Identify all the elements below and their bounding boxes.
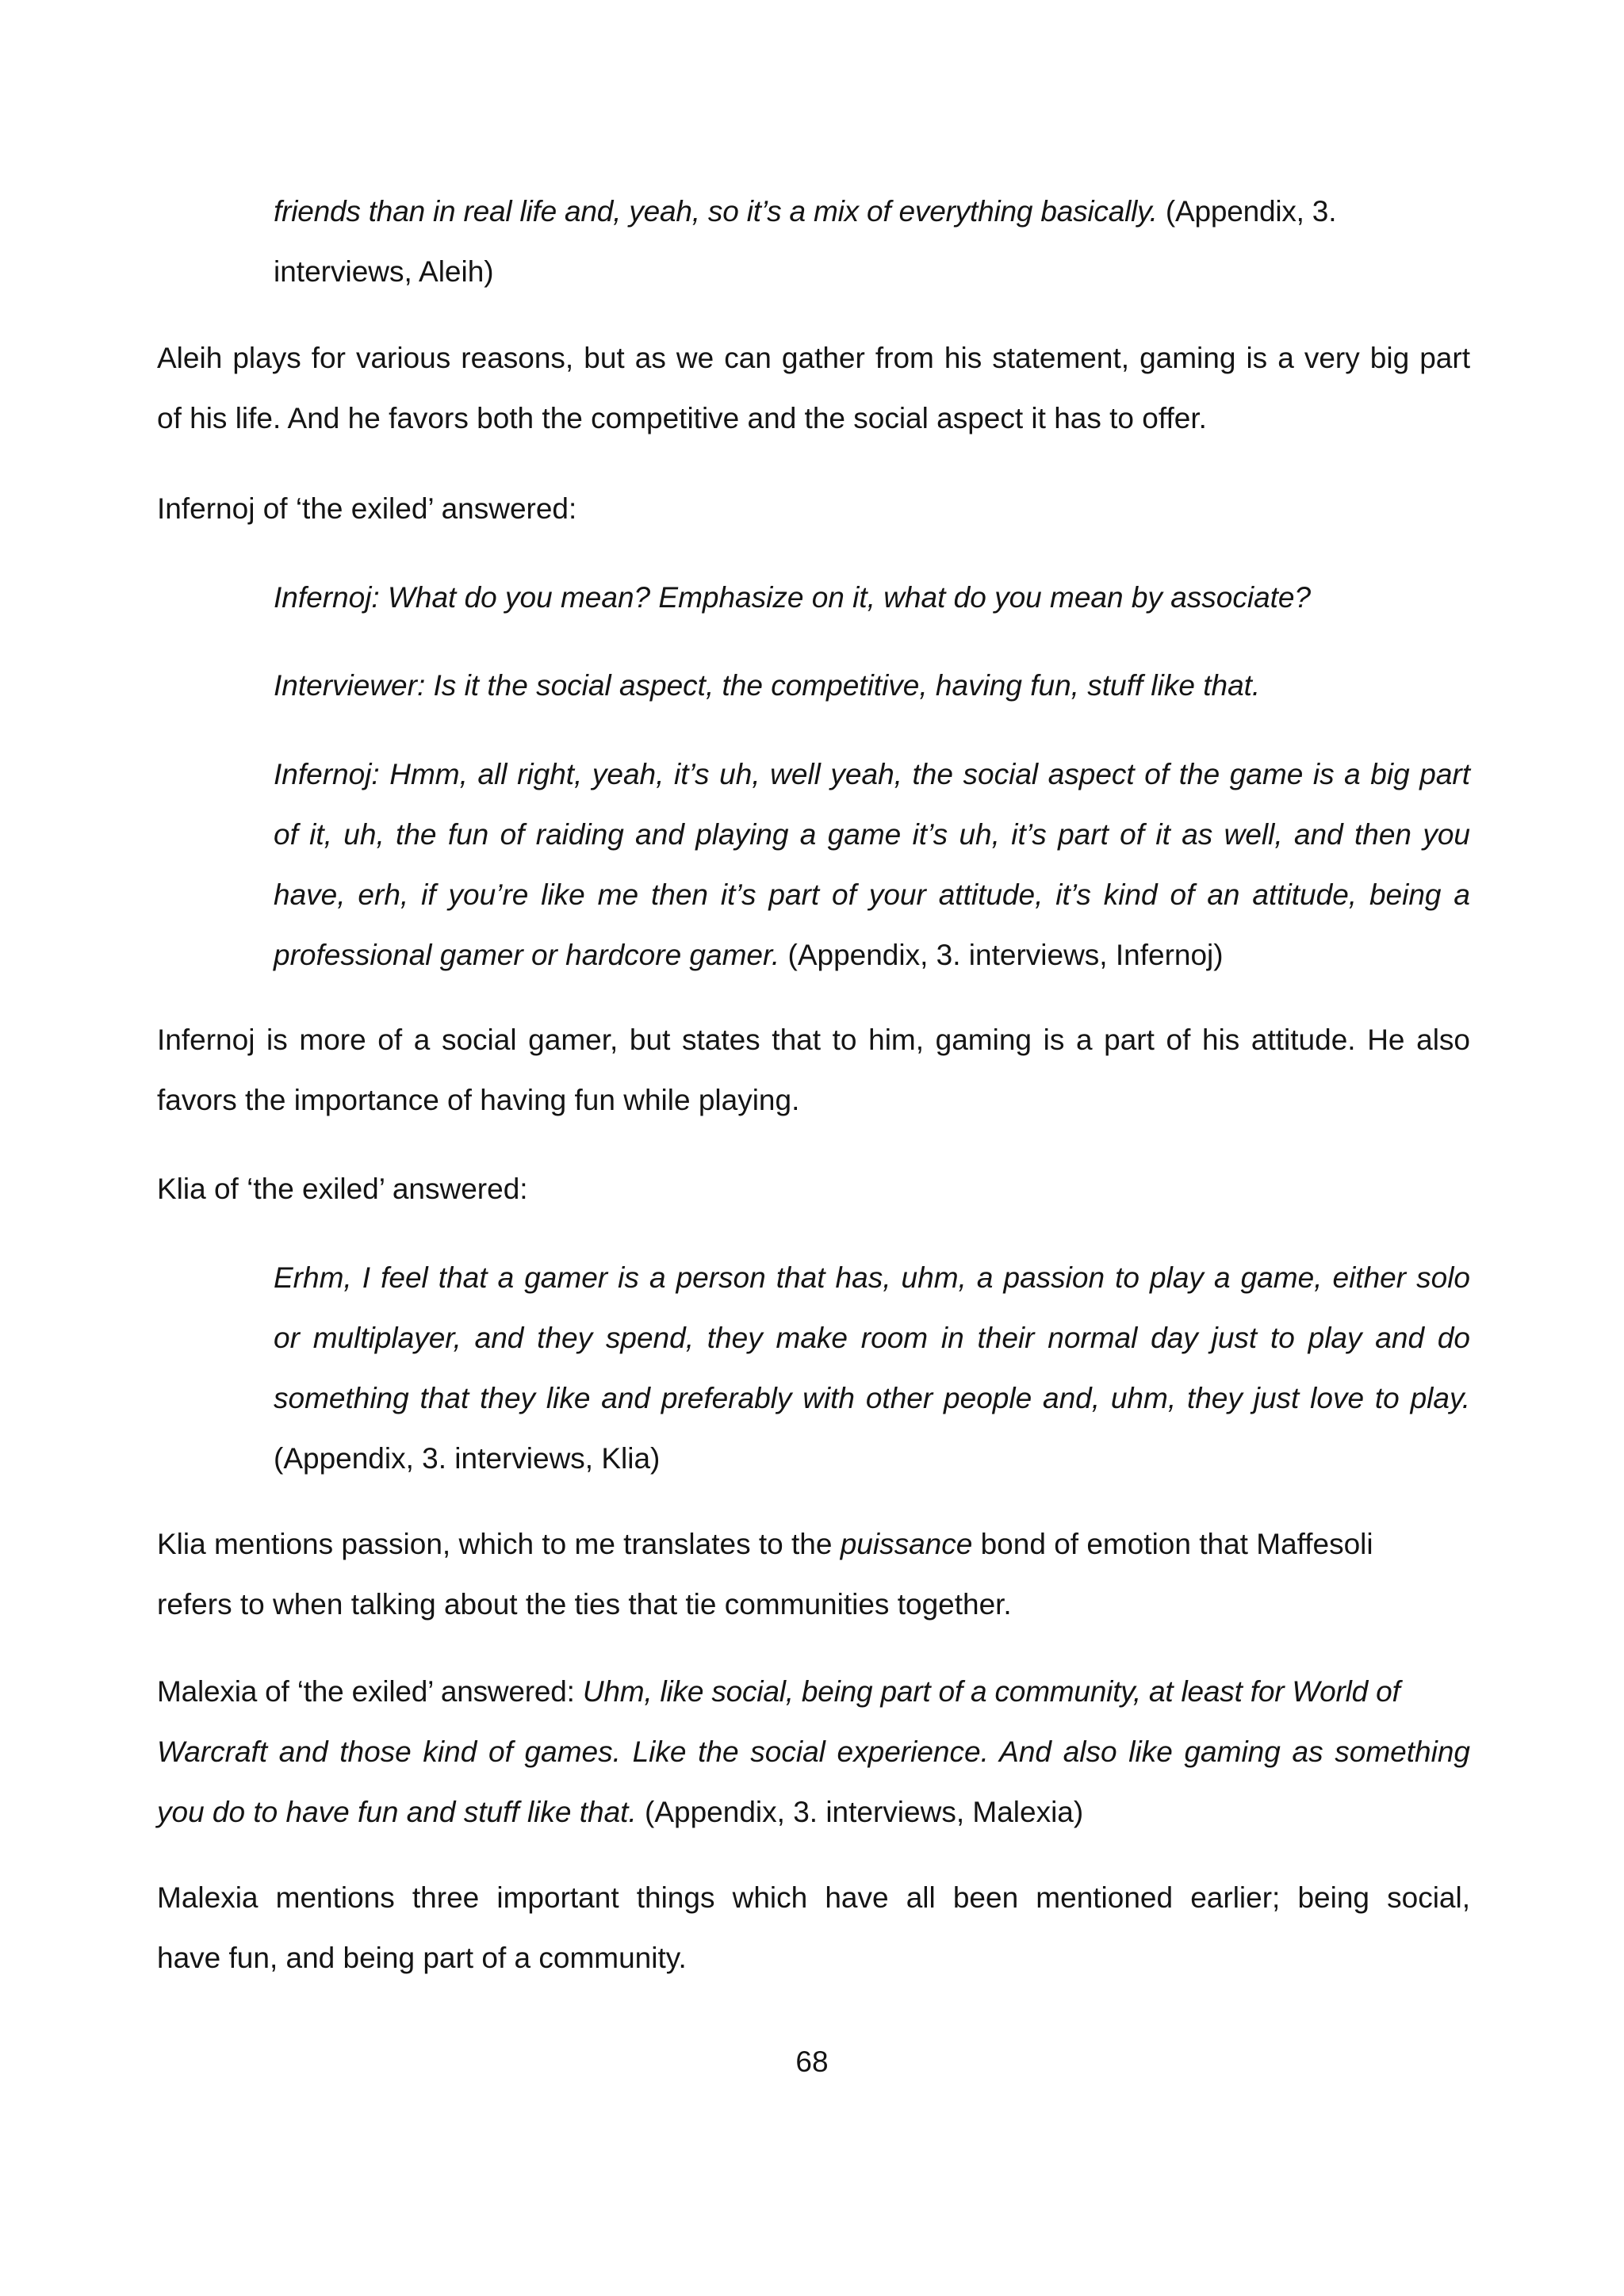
text-line: Interviewer: Is it the social aspect, the competitive, having fun, stuff like that.: [274, 669, 1261, 702]
paragraph-aleih-summary: [157, 328, 1470, 449]
paragraph-malexia-quote: [157, 1662, 1470, 1843]
text-line: you do to have fun and stuff like that. (Appendix, 3. interviews, Malexia): [157, 1796, 1084, 1828]
text-line: of his life. And he favors both the competitive and the social aspect it has to offer.: [157, 402, 1207, 434]
quote-interviewer: [274, 656, 1470, 716]
text-line: (Appendix, 3. interviews, Klia): [274, 1442, 661, 1475]
text-line: of it, uh, the fun of raiding and playing a game it’s uh, it’s part of it as well, and then you: [274, 818, 1470, 851]
text-line: Warcraft and those kind of games. Like the social experience. And also like gaming as something: [157, 1735, 1470, 1768]
text-line: refers to when talking about the ties that tie communities together.: [157, 1588, 1012, 1621]
text-line: Infernoj is more of a social gamer, but states that to him, gaming is a part of his attitude. He also: [157, 1024, 1470, 1056]
text-line: favors the importance of having fun while playing.: [157, 1084, 800, 1116]
quote-infernoj-question: [274, 568, 1470, 628]
text-line: Infernoj: Hmm, all right, yeah, it’s uh, well yeah, the social aspect of the game is a big part: [274, 758, 1470, 790]
paragraph-klia-intro: [157, 1159, 1470, 1219]
text-line: or multiplayer, and they spend, they make room in their normal day just to play and do: [274, 1322, 1470, 1354]
text-line: Klia mentions passion, which to me translates to the puissance bond of emotion that Maffesoli: [157, 1528, 1373, 1560]
text-line: professional gamer or hardcore gamer. (Appendix, 3. interviews, Infernoj): [274, 939, 1224, 971]
text-line: Erhm, I feel that a gamer is a person that has, uhm, a passion to play a game, either solo: [274, 1261, 1470, 1294]
text-line: friends than in real life and, yeah, so it’s a mix of everything basically. (Appendix, 3.: [274, 195, 1337, 228]
text-line: something that they like and preferably with other people and, uhm, they just love to play.: [274, 1382, 1470, 1414]
text-line: have, erh, if you’re like me then it’s part of your attitude, it’s kind of an attitude, being a: [274, 878, 1470, 911]
text-line: Klia of ‘the exiled’ answered:: [157, 1173, 528, 1205]
quote-aleih: [274, 182, 1470, 302]
text-line: Malexia mentions three important things which have all been mentioned earlier; being social,: [157, 1881, 1470, 1914]
page-number: 68: [795, 2045, 829, 2078]
paragraph-malexia-summary: [157, 1868, 1470, 1988]
quote-infernoj-answer: [274, 744, 1470, 985]
text-line: Aleih plays for various reasons, but as we can gather from his statement, gaming is a very big part: [157, 342, 1470, 374]
text-line: Infernoj of ‘the exiled’ answered:: [157, 492, 577, 525]
text-line: have fun, and being part of a community.: [157, 1942, 687, 1974]
paragraph-infernoj-summary: [157, 1010, 1470, 1131]
quote-klia: [274, 1248, 1470, 1489]
paragraph-klia-summary: [157, 1514, 1470, 1635]
text-line: Infernoj: What do you mean? Emphasize on it, what do you mean by associate?: [274, 581, 1312, 614]
text-line: interviews, Aleih): [274, 255, 494, 288]
paragraph-infernoj-intro: [157, 479, 1470, 539]
text-line: Malexia of ‘the exiled’ answered: Uhm, like social, being part of a community, at least for World of: [157, 1675, 1400, 1708]
